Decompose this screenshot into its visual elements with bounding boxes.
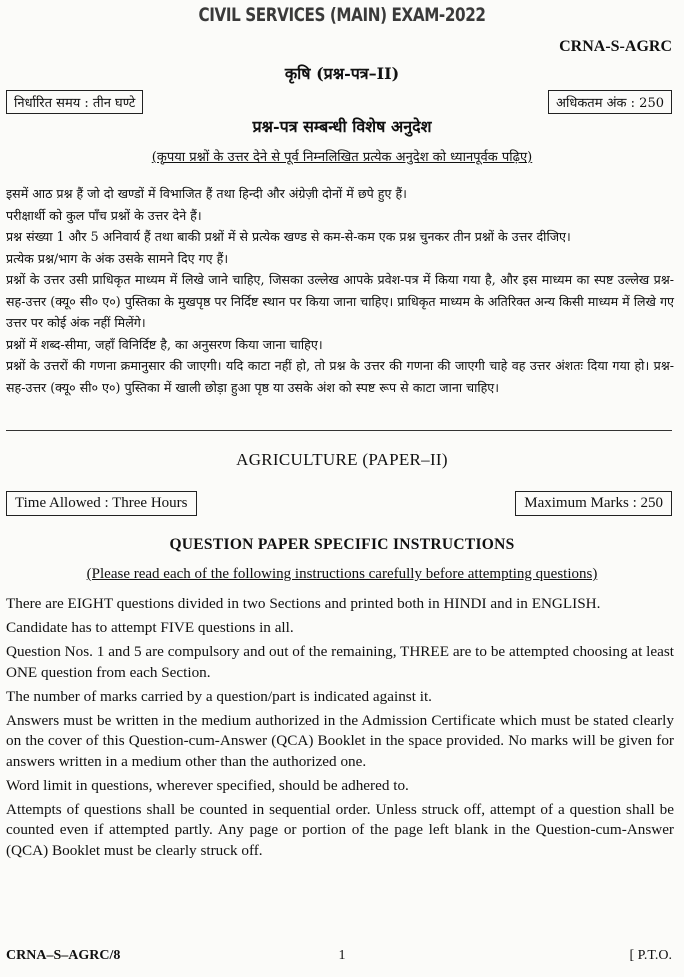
english-paragraph: Candidate has to attempt FIVE questions in all. — [6, 619, 294, 636]
page-number: 1 — [338, 948, 346, 963]
hindi-time-box: निर्धारित समय : तीन घण्टे — [6, 90, 143, 114]
english-paragraph: Attempts of questions shall be counted in sequential order. Unless struck off, attempt of a question shall be counted even if attempted partly. Any page or portion of the page left blank in the Question-cum-Answer (QCA) Booklet must be clearly struck off. — [6, 800, 674, 859]
english-paragraph: Word limit in questions, wherever specified, should be adhered to. — [6, 776, 409, 794]
hindi-marks-box: अधिकतम अंक : 250 — [548, 90, 672, 114]
english-paragraph: Question Nos. 1 and 5 are compulsory and out of the remaining, THREE are to be attempted choosing at least ONE question from each Section. — [6, 643, 674, 681]
hindi-instructions-note: (कृपया प्रश्नों के उत्तर देने से पूर्व निम्नलिखित प्रत्येक अनुदेश को ध्यानपूर्वक पढ़िए) — [151, 150, 533, 165]
hindi-paragraph: प्रत्येक प्रश्न/भाग के अंक उसके सामने दिए गए हैं। — [6, 250, 229, 266]
english-paragraph: Answers must be written in the medium authorized in the Admission Certificate which must be stated clearly on the cover of this Question-cum-Answer (QCA) Booklet in the space provided. No marks will be given for answers written in a medium other than the authorized one. — [6, 711, 674, 770]
pto-label: [ P.T.O. — [629, 948, 672, 963]
english-paragraph: The number of marks carried by a question/part is indicated against it. — [6, 687, 432, 705]
hindi-paragraph: परीक्षार्थी को कुल पाँच प्रश्नों के उत्तर देने हैं। — [6, 207, 202, 223]
hindi-paragraph: प्रश्नों के उत्तरों की गणना क्रमानुसार की जाएगी। यदि काटा नहीं हो, तो प्रश्न के उत्तर की गणना की जाएगी चाहे वह उत्तर अंशतः दिया गया हो। प्रश्न-सह-उत्तर (क्यू० सी० ए०) पुस्तिका में खाली छोड़ा हुआ पृष्ठ या उसके अंश को स्पष्ट रूप से काटा जाना चाहिए। — [6, 358, 674, 395]
footer-code: CRNA–S–AGRC/8 — [6, 948, 121, 963]
english-paragraph: There are EIGHT questions divided in two Sections and printed both in HINDI and in ENGLISH. — [6, 595, 601, 612]
hindi-paragraph: इसमें आठ प्रश्न हैं जो दो खण्डों में विभाजित हैं तथा हिन्दी और अंग्रेज़ी दोनों में छपे हुए हैं। — [6, 186, 407, 201]
time-allowed-box: Time Allowed : Three Hours — [6, 491, 197, 516]
english-instructions-body — [6, 594, 674, 865]
english-instructions-heading: QUESTION PAPER SPECIFIC INSTRUCTIONS — [169, 536, 515, 553]
paper-code: CRNA-S-AGRC — [559, 38, 672, 55]
hindi-paragraph: प्रश्न संख्या 1 और 5 अनिवार्य हैं तथा बाकी प्रश्नों में से प्रत्येक खण्ड से कम-से-कम एक प्रश्न चुनकर तीन प्रश्नों के उत्तर दीजिए। — [6, 229, 571, 244]
hindi-subject-title: कृषि (प्रश्न-पत्र–II) — [284, 64, 400, 83]
english-subject-title: AGRICULTURE (PAPER–II) — [236, 450, 448, 469]
hindi-paragraph: प्रश्नों में शब्द-सीमा, जहाँ विनिर्दिष्ट है, का अनुसरण किया जाना चाहिए। — [6, 336, 323, 352]
section-divider — [6, 430, 672, 431]
hindi-paragraph: प्रश्नों के उत्तर उसी प्राधिकृत माध्यम में लिखे जाने चाहिए, जिसका उल्लेख आपके प्रवेश-पत्र में किया गया है, और इस माध्यम का स्पष्ट उल्लेख प्रश्न-सह-उत्तर (क्यू० सी० ए०) पुस्तिका के मुखपृष्ठ पर निर्दिष्ट स्थान पर किया जाना चाहिए। प्राधिकृत माध्यम के अतिरिक्त अन्य किसी माध्यम में लिखे गए उत्तर पर कोई अंक नहीं मिलेंगे। — [6, 272, 674, 330]
max-marks-box: Maximum Marks : 250 — [515, 491, 672, 516]
hindi-instructions-body — [6, 183, 674, 398]
english-instructions-note: (Please read each of the following instructions carefully before attempting questions) — [86, 566, 598, 582]
hindi-instructions-heading: प्रश्न-पत्र सम्बन्धी विशेष अनुदेश — [252, 117, 432, 136]
exam-title: CIVIL SERVICES (MAIN) EXAM-2022 — [198, 4, 486, 26]
